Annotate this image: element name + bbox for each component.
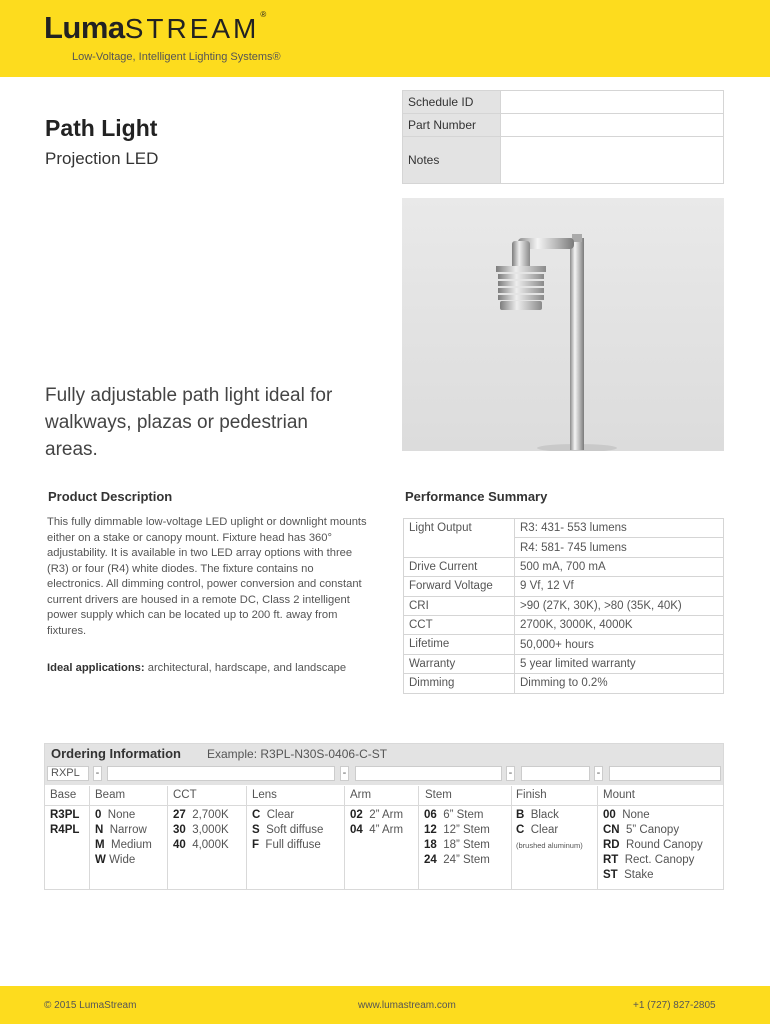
brand-logo: LumaSTREAM® — [44, 10, 267, 45]
option-item: ST Stake — [603, 869, 654, 881]
brand-tagline: Low-Voltage, Intelligent Lighting Systems® — [72, 51, 281, 63]
perf-value: >90 (27K, 30K), >80 (35K, 40K) — [515, 596, 724, 615]
option-item: 00 None — [603, 809, 650, 821]
option-item: 0 None — [95, 809, 136, 821]
perf-key: Dimming — [404, 674, 515, 693]
ideal-applications-label: Ideal applications: — [47, 662, 145, 674]
code-beam-cct-lens-field[interactable] — [107, 766, 335, 781]
option-item: CN 5” Canopy — [603, 824, 680, 836]
ideal-applications — [47, 661, 369, 677]
option-item: 02 2” Arm — [350, 809, 404, 821]
arm-options — [350, 808, 403, 838]
perf-value: Dimming to 0.2% — [515, 674, 724, 693]
schedule-table — [402, 90, 724, 184]
footer-bar — [0, 986, 770, 1024]
cct-options — [173, 808, 229, 853]
column-header-cct: CCT — [173, 789, 197, 801]
perf-value: 9 Vf, 12 Vf — [515, 577, 724, 596]
column-header-arm: Arm — [350, 789, 372, 801]
column-header-lens: Lens — [252, 789, 277, 801]
code-dash: - — [594, 766, 603, 781]
option-item: B Black — [516, 809, 559, 821]
column-divider — [418, 786, 419, 890]
option-item: R4PL — [50, 824, 80, 836]
code-dash: - — [340, 766, 349, 781]
ordering-example: Example: R3PL-N30S-0406-C-ST — [207, 747, 388, 761]
option-item: S Soft diffuse — [252, 824, 324, 836]
column-header-stem: Stem — [425, 789, 452, 801]
perf-value: 500 mA, 700 mA — [515, 557, 724, 576]
product-description-text: This fully dimmable low-voltage LED uplight or downlight mounts either on a stake or canopy mount. Fixture head has 360° adjustability. It is available in two LED array options with three (R3) or four (R4) white diodes. The fixture contains no electronics. All dimming control, power conversion and constant current drivers are housed in a remote DC, Class 2 intelligent power supply which can be located up to 200 ft. away from fixtures. — [47, 516, 367, 637]
column-divider — [89, 786, 90, 890]
footer-copyright: © 2015 LumaStream — [44, 1000, 137, 1011]
product-description-heading: Product Description — [48, 489, 173, 504]
beam-options — [95, 808, 152, 868]
perf-value: 5 year limited warranty — [515, 654, 724, 673]
mount-options — [603, 808, 703, 883]
column-header-finish: Finish — [516, 789, 547, 801]
column-header-mount: Mount — [603, 789, 635, 801]
base-options — [50, 808, 79, 838]
column-header-base: Base — [50, 789, 77, 801]
perf-key: Lifetime — [404, 635, 515, 654]
schedule-id-field[interactable] — [501, 91, 724, 114]
code-dash: - — [93, 766, 102, 781]
option-item: F Full diffuse — [252, 839, 321, 851]
stem-options — [424, 808, 490, 868]
ordering-divider — [45, 805, 723, 806]
option-item: W Wide — [95, 854, 136, 866]
ordering-information — [44, 743, 724, 890]
footer-website-link[interactable]: www.lumastream.com — [358, 1000, 456, 1011]
perf-value: 50,000+ hours — [515, 635, 724, 654]
header-bar — [0, 0, 770, 77]
perf-key: Light Output — [404, 519, 515, 558]
perf-value: R3: 431- 553 lumens — [515, 519, 724, 538]
footer-phone: +1 (727) 827-2805 — [633, 1000, 716, 1011]
option-item: R3PL — [50, 809, 80, 821]
option-item: C Clear — [252, 809, 295, 821]
notes-field[interactable] — [501, 137, 724, 184]
option-item: C Clear — [516, 824, 559, 836]
path-light-illustration — [402, 198, 724, 451]
option-item: 40 4,000K — [173, 839, 229, 851]
perf-value: R4: 581- 745 lumens — [515, 538, 724, 557]
finish-note: (brushed aluminum) — [516, 841, 583, 850]
column-divider — [167, 786, 168, 890]
ideal-applications-text: architectural, hardscape, and landscape — [144, 662, 347, 674]
ordering-title: Ordering Information — [51, 746, 181, 761]
option-item: N Narrow — [95, 824, 147, 836]
lens-options — [252, 808, 323, 853]
column-divider — [597, 786, 598, 890]
option-item: 18 18” Stem — [424, 839, 490, 851]
perf-key: Warranty — [404, 654, 515, 673]
option-item: M Medium — [95, 839, 152, 851]
product-subtitle: Projection LED — [45, 149, 159, 168]
perf-key: CRI — [404, 596, 515, 615]
option-item: 12 12” Stem — [424, 824, 490, 836]
part-number-field[interactable] — [501, 114, 724, 137]
perf-key: Drive Current — [404, 557, 515, 576]
notes-label: Notes — [403, 137, 501, 184]
column-divider — [344, 786, 345, 890]
performance-summary-heading: Performance Summary — [405, 489, 548, 504]
perf-key: CCT — [404, 615, 515, 634]
performance-table — [403, 518, 724, 694]
option-item: 30 3,000K — [173, 824, 229, 836]
column-header-beam: Beam — [95, 789, 126, 801]
option-item: 27 2,700K — [173, 809, 229, 821]
option-item: 06 6” Stem — [424, 809, 484, 821]
product-tagline: Fully adjustable path light ideal for walkways, plazas or pedestrian areas. — [45, 385, 333, 460]
option-item: RD Round Canopy — [603, 839, 703, 851]
schedule-id-label: Schedule ID — [403, 91, 501, 114]
option-item: RT Rect. Canopy — [603, 854, 695, 866]
code-dash: - — [506, 766, 515, 781]
part-code-builder — [45, 763, 723, 785]
option-item: 04 4” Arm — [350, 824, 404, 836]
code-arm-stem-field[interactable] — [355, 766, 502, 781]
perf-value: 2700K, 3000K, 4000K — [515, 615, 724, 634]
column-divider — [511, 786, 512, 890]
part-number-label: Part Number — [403, 114, 501, 137]
code-mount-field[interactable] — [609, 766, 721, 781]
finish-options — [516, 808, 583, 853]
option-item: 24 24” Stem — [424, 854, 490, 866]
code-finish-field[interactable] — [521, 766, 590, 781]
product-title: Path Light — [45, 115, 158, 141]
code-prefix-box: RXPL — [47, 766, 89, 781]
column-divider — [246, 786, 247, 890]
product-photo — [402, 198, 724, 451]
ordering-title-bar — [45, 744, 723, 763]
perf-key: Forward Voltage — [404, 577, 515, 596]
